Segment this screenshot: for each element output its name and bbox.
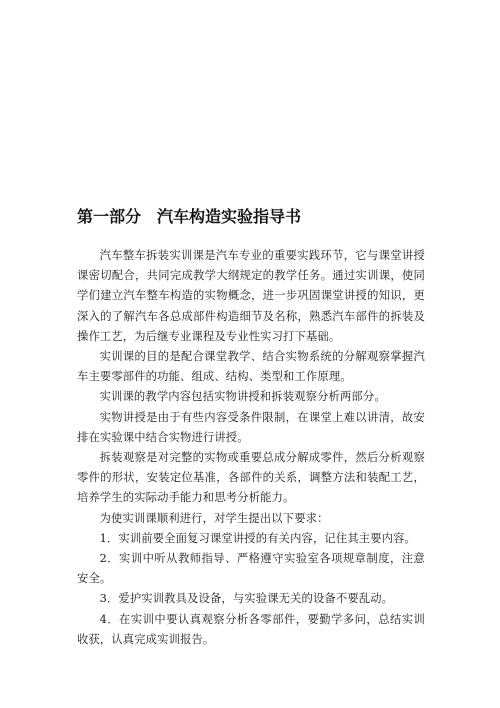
paragraph-purpose: 实训课的目的是配合课堂教学、结合实物系统的分解观察掌握汽车主要零部件的功能、组成、结构、类型和工作原理。 — [77, 350, 425, 384]
section-heading: 第一部分 汽车构造实验指导书 — [77, 207, 302, 226]
requirement-item: 1．实训前要全面复习课堂讲授的有关内容，记住其主要内容。 — [99, 531, 416, 545]
paragraph-lecture: 实物讲授是由于有些内容受条件限制，在课堂上难以讲清，故安排在实验课中结合实物进行讲授。 — [77, 410, 425, 444]
requirement-item: 4．在实训中要认真观察分析各零部件，要勤学多问，总结实训收获，认真完成实训报告。 — [77, 612, 425, 646]
paragraph-disassembly: 拆装观察是对完整的实物或重要总成分解成零件，然后分析观察零件的形状，安装定位基准，各部件的关系，调整方法和装配工艺，培养学生的实际动手能力和思考分析能力。 — [77, 451, 425, 505]
requirement-item: 2．实训中听从教师指导、严格遵守实验室各项规章制度，注意安全。 — [77, 552, 425, 586]
body-text — [77, 246, 425, 650]
requirement-item: 3．爱护实训教具及设备，与实验课无关的设备不要乱动。 — [99, 592, 394, 606]
paragraph-requirements-intro: 为使实训课顺利进行，对学生提出以下要求： — [99, 511, 329, 525]
paragraph-content: 实训课的教学内容包括实物讲授和拆装观察分析两部分。 — [99, 390, 386, 404]
paragraph-intro: 汽车整车拆装实训课是汽车专业的重要实践环节，它与课堂讲授课密切配合，共同完成教学大纲规定的教学任务。通过实训课，使同学们建立汽车整车构造的实物概念，进一步巩固课堂讲授的知识，更深入的了解汽车各总成部件构造细节及名称，熟悉汽车部件的拆装及操作工艺，为后继专业课程及专业性实习打下基础。 — [77, 249, 425, 343]
